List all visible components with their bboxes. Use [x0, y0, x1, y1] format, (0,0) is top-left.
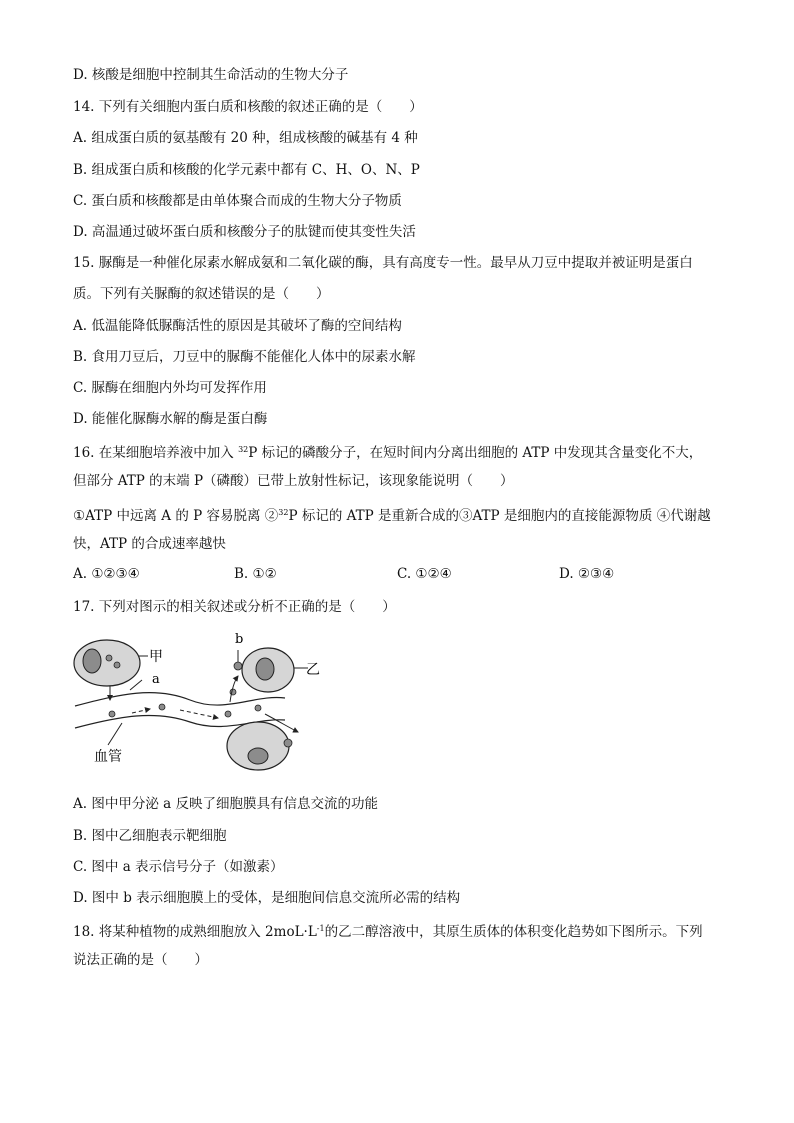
q17-stem: 17. 下列对图示的相关叙述或分析不正确的是（ ） — [73, 599, 396, 615]
q13-option-d: D. 核酸是细胞中控制其生命活动的生物大分子 — [73, 67, 349, 83]
label-yi: 乙 — [306, 662, 320, 678]
q16-text-part2: P 标记的磷酸分子，在短时间内分离出细胞的 ATP 中发现其含量变化不大， — [248, 445, 703, 461]
q16-option-d: D. ②③④ — [559, 566, 615, 582]
q18-text-part1: 18. 将某种植物的成熟细胞放入 2moL·L — [73, 924, 317, 940]
q16-option-a: A. ①②③④ — [73, 566, 140, 582]
q14-option-b: B. 组成蛋白质和核酸的化学元素中都有 C、H、O、N、P — [73, 162, 420, 178]
q16-text-part1: 16. 在某细胞培养液中加入 — [73, 445, 239, 461]
label-jia: 甲 — [149, 649, 163, 665]
q16-statement-part1: ①ATP 中远离 A 的 P 容易脱离 ② — [73, 508, 279, 524]
q14-stem: 14. 下列有关细胞内蛋白质和核酸的叙述正确的是（ ） — [73, 99, 423, 115]
q18-stem-line2: 说法正确的是（ ） — [73, 952, 208, 968]
q14-option-d: D. 高温通过破坏蛋白质和核酸分子的肽键而使其变性失活 — [73, 224, 416, 240]
q15-stem-line2: 质。下列有关脲酶的叙述错误的是（ ） — [73, 286, 330, 302]
q16-stem-line2: 但部分 ATP 的末端 P（磷酸）已带上放射性标记，该现象能说明（ ） — [73, 473, 514, 489]
q14-option-a: A. 组成蛋白质的氨基酸有 20 种，组成核酸的碱基有 4 种 — [73, 130, 418, 146]
label-vessel: 血管 — [94, 749, 122, 765]
q16-statement-part2: P 标记的 ATP 是重新合成的③ATP 是细胞内的直接能源物质 ④代谢越 — [288, 508, 711, 524]
q15-option-a: A. 低温能降低脲酶活性的原因是其破坏了酶的空间结构 — [73, 318, 402, 334]
q16-superscript: 32 — [238, 445, 249, 454]
q17-option-b: B. 图中乙细胞表示靶细胞 — [73, 828, 227, 844]
q16-statements-line2: 快，ATP 的合成速率越快 — [73, 536, 226, 552]
q18-stem-line1 — [73, 920, 703, 941]
cell-yi — [234, 648, 294, 692]
q18-text-part2: 的乙二醇溶液中，其原生质体的体积变化趋势如下图所示。下列 — [324, 924, 703, 940]
q15-option-b: B. 食用刀豆后，刀豆中的脲酶不能催化人体中的尿素水解 — [73, 349, 416, 365]
q17-option-a: A. 图中甲分泌 a 反映了细胞膜具有信息交流的功能 — [73, 796, 378, 812]
q17-option-d: D. 图中 b 表示细胞膜上的受体，是细胞间信息交流所必需的结构 — [73, 890, 461, 906]
q16-options — [73, 566, 723, 584]
q16-statement-superscript: 32 — [278, 508, 289, 517]
label-b: b — [235, 632, 244, 647]
q16-option-c: C. ①②④ — [397, 566, 452, 582]
q18-superscript: -1 — [316, 924, 325, 933]
cell-target-lower — [227, 722, 292, 770]
q17-option-c: C. 图中 a 表示信号分子（如激素） — [73, 859, 284, 875]
q16-statements-line1 — [73, 504, 711, 525]
q15-option-c: C. 脲酶在细胞内外均可发挥作用 — [73, 380, 267, 396]
q15-stem-line1: 15. 脲酶是一种催化尿素水解成氨和二氧化碳的酶，具有高度专一性。最早从刀豆中提取并被证明是蛋白 — [73, 255, 693, 271]
q16-option-b: B. ①② — [234, 566, 277, 582]
q16-stem-line1 — [73, 441, 702, 462]
q14-option-c: C. 蛋白质和核酸都是由单体聚合而成的生物大分子物质 — [73, 193, 402, 209]
q15-option-d: D. 能催化脲酶水解的酶是蛋白酶 — [73, 411, 268, 427]
label-a: a — [152, 672, 160, 687]
cell-signaling-diagram — [70, 628, 320, 783]
cell-jia — [74, 640, 140, 686]
